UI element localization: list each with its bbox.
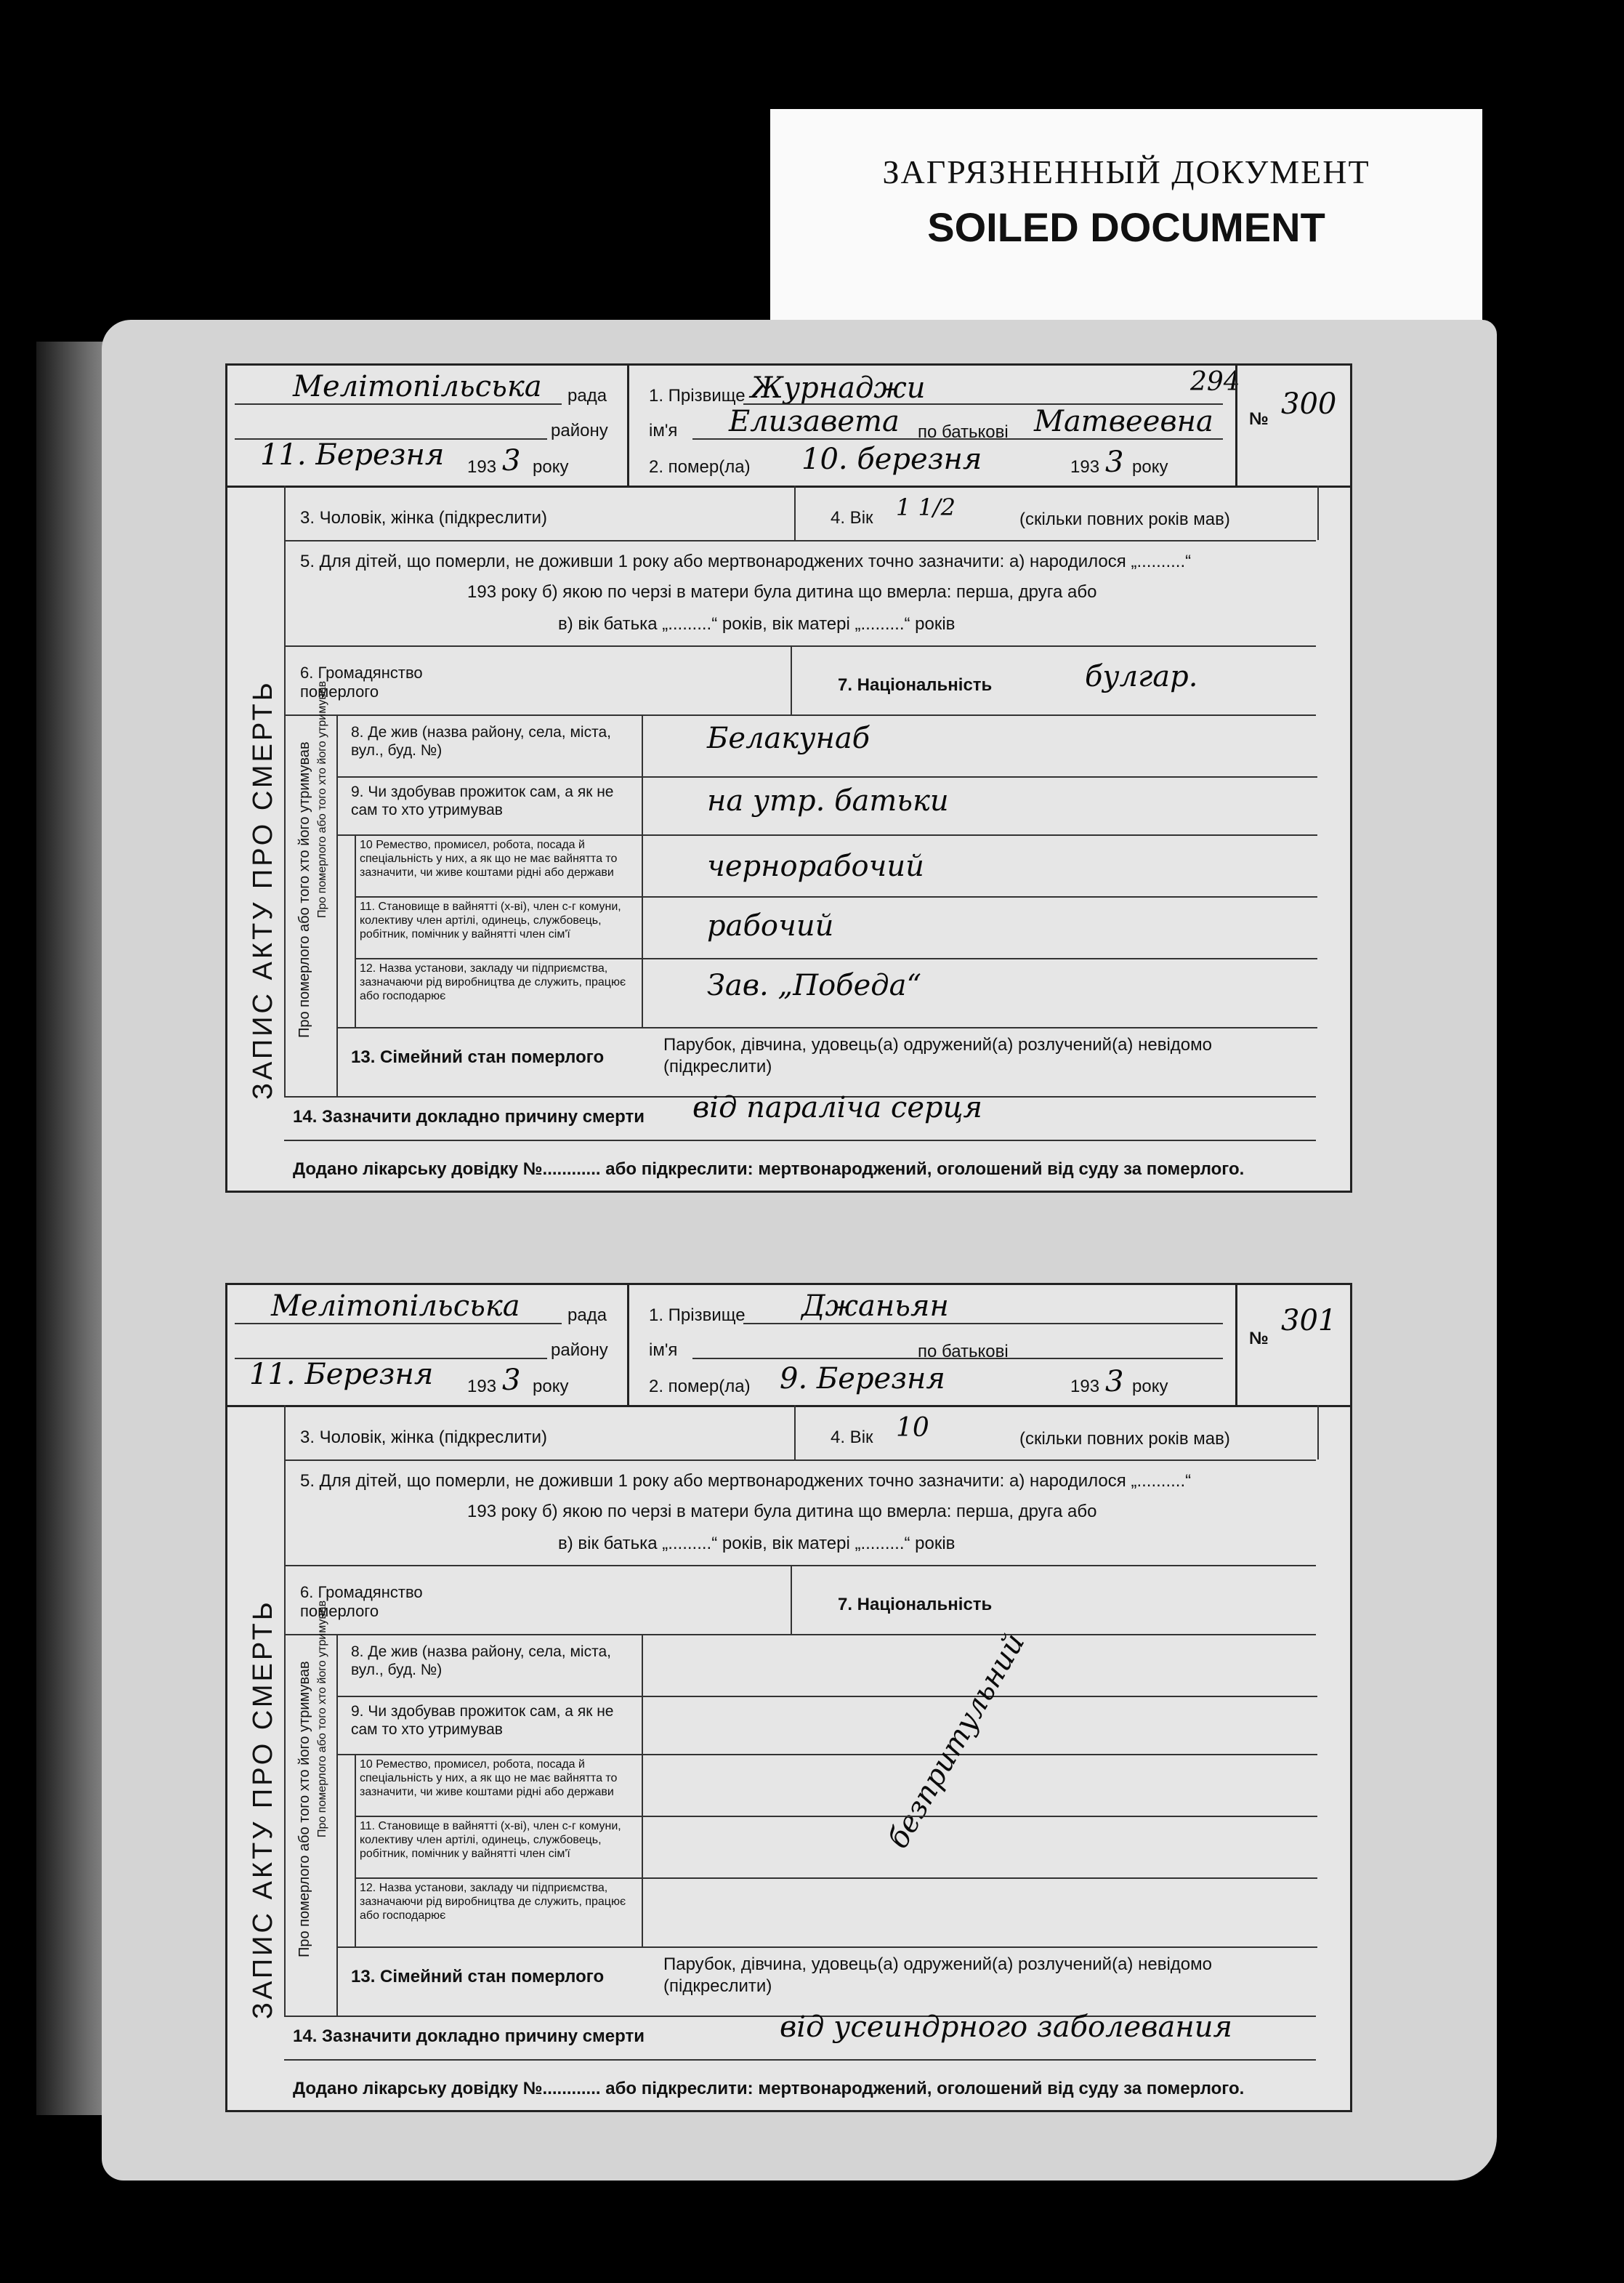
field-9: 9. Чи здобував прожиток сам, а як не сам то хто утримував [351, 784, 614, 818]
field-3: 3. Чоловік, жінка (підкреслити) [300, 508, 548, 528]
field-4-hint: (скільки повних років мав) [1019, 510, 1230, 529]
number-box [1235, 366, 1350, 486]
field-11: 11. Становище в вайнятті (х-ві), член с-г комуни, колективу член артілі, одинець, службовець, робітник, помічник у вайнятті член сім'ї [360, 901, 621, 941]
side-title: ЗАПИС АКТУ ПРО СМЕРТЬ [248, 680, 278, 1100]
raionu-label: району [551, 421, 608, 440]
field-3: 3. Чоловік, жінка (підкреслити) [300, 1428, 548, 1447]
patronymic-label: по батькові [918, 1342, 1009, 1361]
rada-value: Мелітопільська [271, 1289, 520, 1323]
field-4: 4. Вік [831, 508, 873, 528]
soiled-document-label [770, 109, 1482, 327]
number-value: 300 [1281, 387, 1337, 421]
field-7: 7. Національність [838, 1595, 993, 1614]
field-8: 8. Де жив (назва району, села, міста, вул., буд. №) [351, 724, 611, 759]
death-roku-label: року [1132, 1377, 1168, 1396]
field-6: 6. Громадянство померлого [300, 664, 423, 701]
field-4-hint: (скільки повних років мав) [1019, 1429, 1230, 1449]
field-13-options: Парубок, дівчина, удовець(а) одружений(а) розлучений(а) невідомо (підкреслити) [663, 1954, 1212, 1996]
field-8: 8. Де жив (назва району, села, міста, вул., буд. №) [351, 1643, 611, 1678]
age-value: 1 1/2 [896, 494, 956, 521]
field-6: 6. Громадянство померлого [300, 1583, 423, 1620]
side-title: ЗАПИС АКТУ ПРО СМЕРТЬ [248, 1599, 278, 2019]
field-7: 7. Національність [838, 675, 993, 695]
death-year-digit: 3 [1105, 1365, 1124, 1398]
nationality-value: булгар. [1085, 660, 1198, 693]
side-subtitle: Про померлого або того хто його утримував [296, 1661, 312, 1957]
field-5b: 193 року б) якою по черзі в матери була дитина що вмерла: перша, друга або [467, 582, 1097, 602]
field-5a: 5. Для дітей, що померли, не доживши 1 року або мертвонароджених точно зазначити: а) народилося „..........“ [300, 552, 1192, 571]
year-prefix: 193 [467, 457, 497, 477]
residence-value: Белакунаб [707, 722, 870, 755]
page-no: 294 [1190, 367, 1240, 397]
surname-label: 1. Прізвище [649, 1305, 746, 1325]
number-value: 301 [1281, 1304, 1337, 1337]
label-ru: ЗАГРЯЗНЕННЫЙ ДОКУМЕНТ [882, 153, 1370, 190]
occupation-value: безпритульний [881, 1627, 1032, 1854]
side-subtitle: Про померлого або того хто його утримував [296, 741, 312, 1038]
occupation-value: чернорабочий [707, 850, 924, 883]
reg-date-value: 11. Березня [249, 1358, 434, 1391]
form-header [227, 366, 1350, 488]
field-11: 11. Становище в вайнятті (х-ві), член с-г комуни, колективу член артілі, одинець, службовець, робітник, помічник у вайнятті член сім'ї [360, 1820, 621, 1860]
death-date-value: 9. Березня [780, 1362, 945, 1396]
field-14: 14. Зазначити докладно причину смерти [293, 2026, 645, 2046]
surname-value: Джаньян [801, 1289, 949, 1323]
field-13: 13. Сімейний стан померлого [351, 1967, 605, 1986]
field-10: 10 Ремество, промисел, робота, посада й спеціальність у них, а як що не має вайнятта то зазначити, чи живе коштами рідні або держави [360, 839, 618, 879]
side-sub-2: Про померлого або того хто його утримував [316, 1600, 328, 1837]
field-5c: в) вік батька „.........“ років, вік матері „.........“ років [558, 614, 956, 634]
reg-year-digit: 3 [502, 1364, 521, 1397]
field-5b: 193 року б) якою по черзі в матери була дитина що вмерла: перша, друга або [467, 1502, 1097, 1521]
number-box [1235, 1285, 1350, 1405]
rada-label: рада [567, 386, 607, 406]
year-prefix: 193 [467, 1377, 497, 1396]
patronymic-label: по батькові [918, 422, 1009, 442]
surname-value: Журнаджи [751, 371, 926, 405]
name-value: Елизавета [729, 405, 900, 438]
support-value: на утр. батьки [707, 784, 949, 818]
death-record-form-1 [225, 363, 1352, 1193]
death-year-prefix: 193 [1070, 457, 1100, 477]
header-left [227, 1285, 629, 1405]
death-roku-label: року [1132, 457, 1168, 477]
death-year-digit: 3 [1105, 446, 1124, 479]
field-9: 9. Чи здобував прожиток сам, а як не сам то хто утримував [351, 1703, 614, 1738]
field-5c: в) вік батька „.........“ років, вік матері „.........“ років [558, 1534, 956, 1553]
reg-date-value: 11. Березня [260, 438, 445, 472]
side-sub-2: Про померлого або того хто його утримував [316, 680, 328, 918]
death-record-form-2 [225, 1283, 1352, 2112]
field-12: 12. Назва установи, закладу чи підприємства, зазначаючи рід виробництва де служить, працює або господарює [360, 1882, 626, 1922]
age-value: 10 [896, 1413, 929, 1443]
field-13: 13. Сімейний стан померлого [351, 1047, 605, 1067]
raionu-label: району [551, 1340, 608, 1360]
surname-label: 1. Прізвище [649, 386, 746, 406]
header-left [227, 366, 629, 486]
number-label: № [1249, 1329, 1269, 1348]
field-12: 12. Назва установи, закладу чи підприємства, зазначаючи рід виробництва де служить, працює або господарює [360, 962, 626, 1002]
rada-label: рада [567, 1305, 607, 1325]
institution-value: Зав. „Победа“ [707, 969, 921, 1002]
cause-value: від паралiча серця [692, 1091, 982, 1124]
field-5a: 5. Для дітей, що померли, не доживши 1 року або мертвонароджених точно зазначити: а) народилося „..........“ [300, 1471, 1192, 1491]
death-label: 2. помер(ла) [649, 457, 751, 477]
death-year-prefix: 193 [1070, 1377, 1100, 1396]
patronymic-value: Матвеевна [1034, 405, 1213, 438]
footer-note: Додано лікарську довідку №............ або підкреслити: мертвонароджений, оголошений від суду за померлого. [293, 2079, 1245, 2098]
rada-value: Мелітопільська [293, 370, 542, 403]
name-label: ім'я [649, 1340, 678, 1360]
field-13-options: Парубок, дівчина, удовець(а) одружений(а) розлучений(а) невідомо (підкреслити) [663, 1035, 1212, 1076]
label-en: SOILED DOCUMENT [927, 204, 1325, 250]
death-date-value: 10. березня [801, 443, 982, 476]
field-10: 10 Ремество, промисел, робота, посада й спеціальність у них, а як що не має вайнятта то зазначити, чи живе коштами рідні або держави [360, 1758, 618, 1798]
cause-value: від усеиндрного заболевания [780, 2010, 1232, 2044]
roku-label: року [533, 457, 569, 477]
name-label: ім'я [649, 421, 678, 440]
form-header [227, 1285, 1350, 1407]
reg-year-digit: 3 [502, 444, 521, 478]
status-value: рабочий [707, 909, 834, 943]
death-label: 2. помер(ла) [649, 1377, 751, 1396]
footer-note: Додано лікарську довідку №............ або підкреслити: мертвонароджений, оголошений від суду за померлого. [293, 1159, 1245, 1179]
field-4: 4. Вік [831, 1428, 873, 1447]
roku-label: року [533, 1377, 569, 1396]
number-label: № [1249, 409, 1269, 429]
field-14: 14. Зазначити докладно причину смерти [293, 1107, 645, 1127]
